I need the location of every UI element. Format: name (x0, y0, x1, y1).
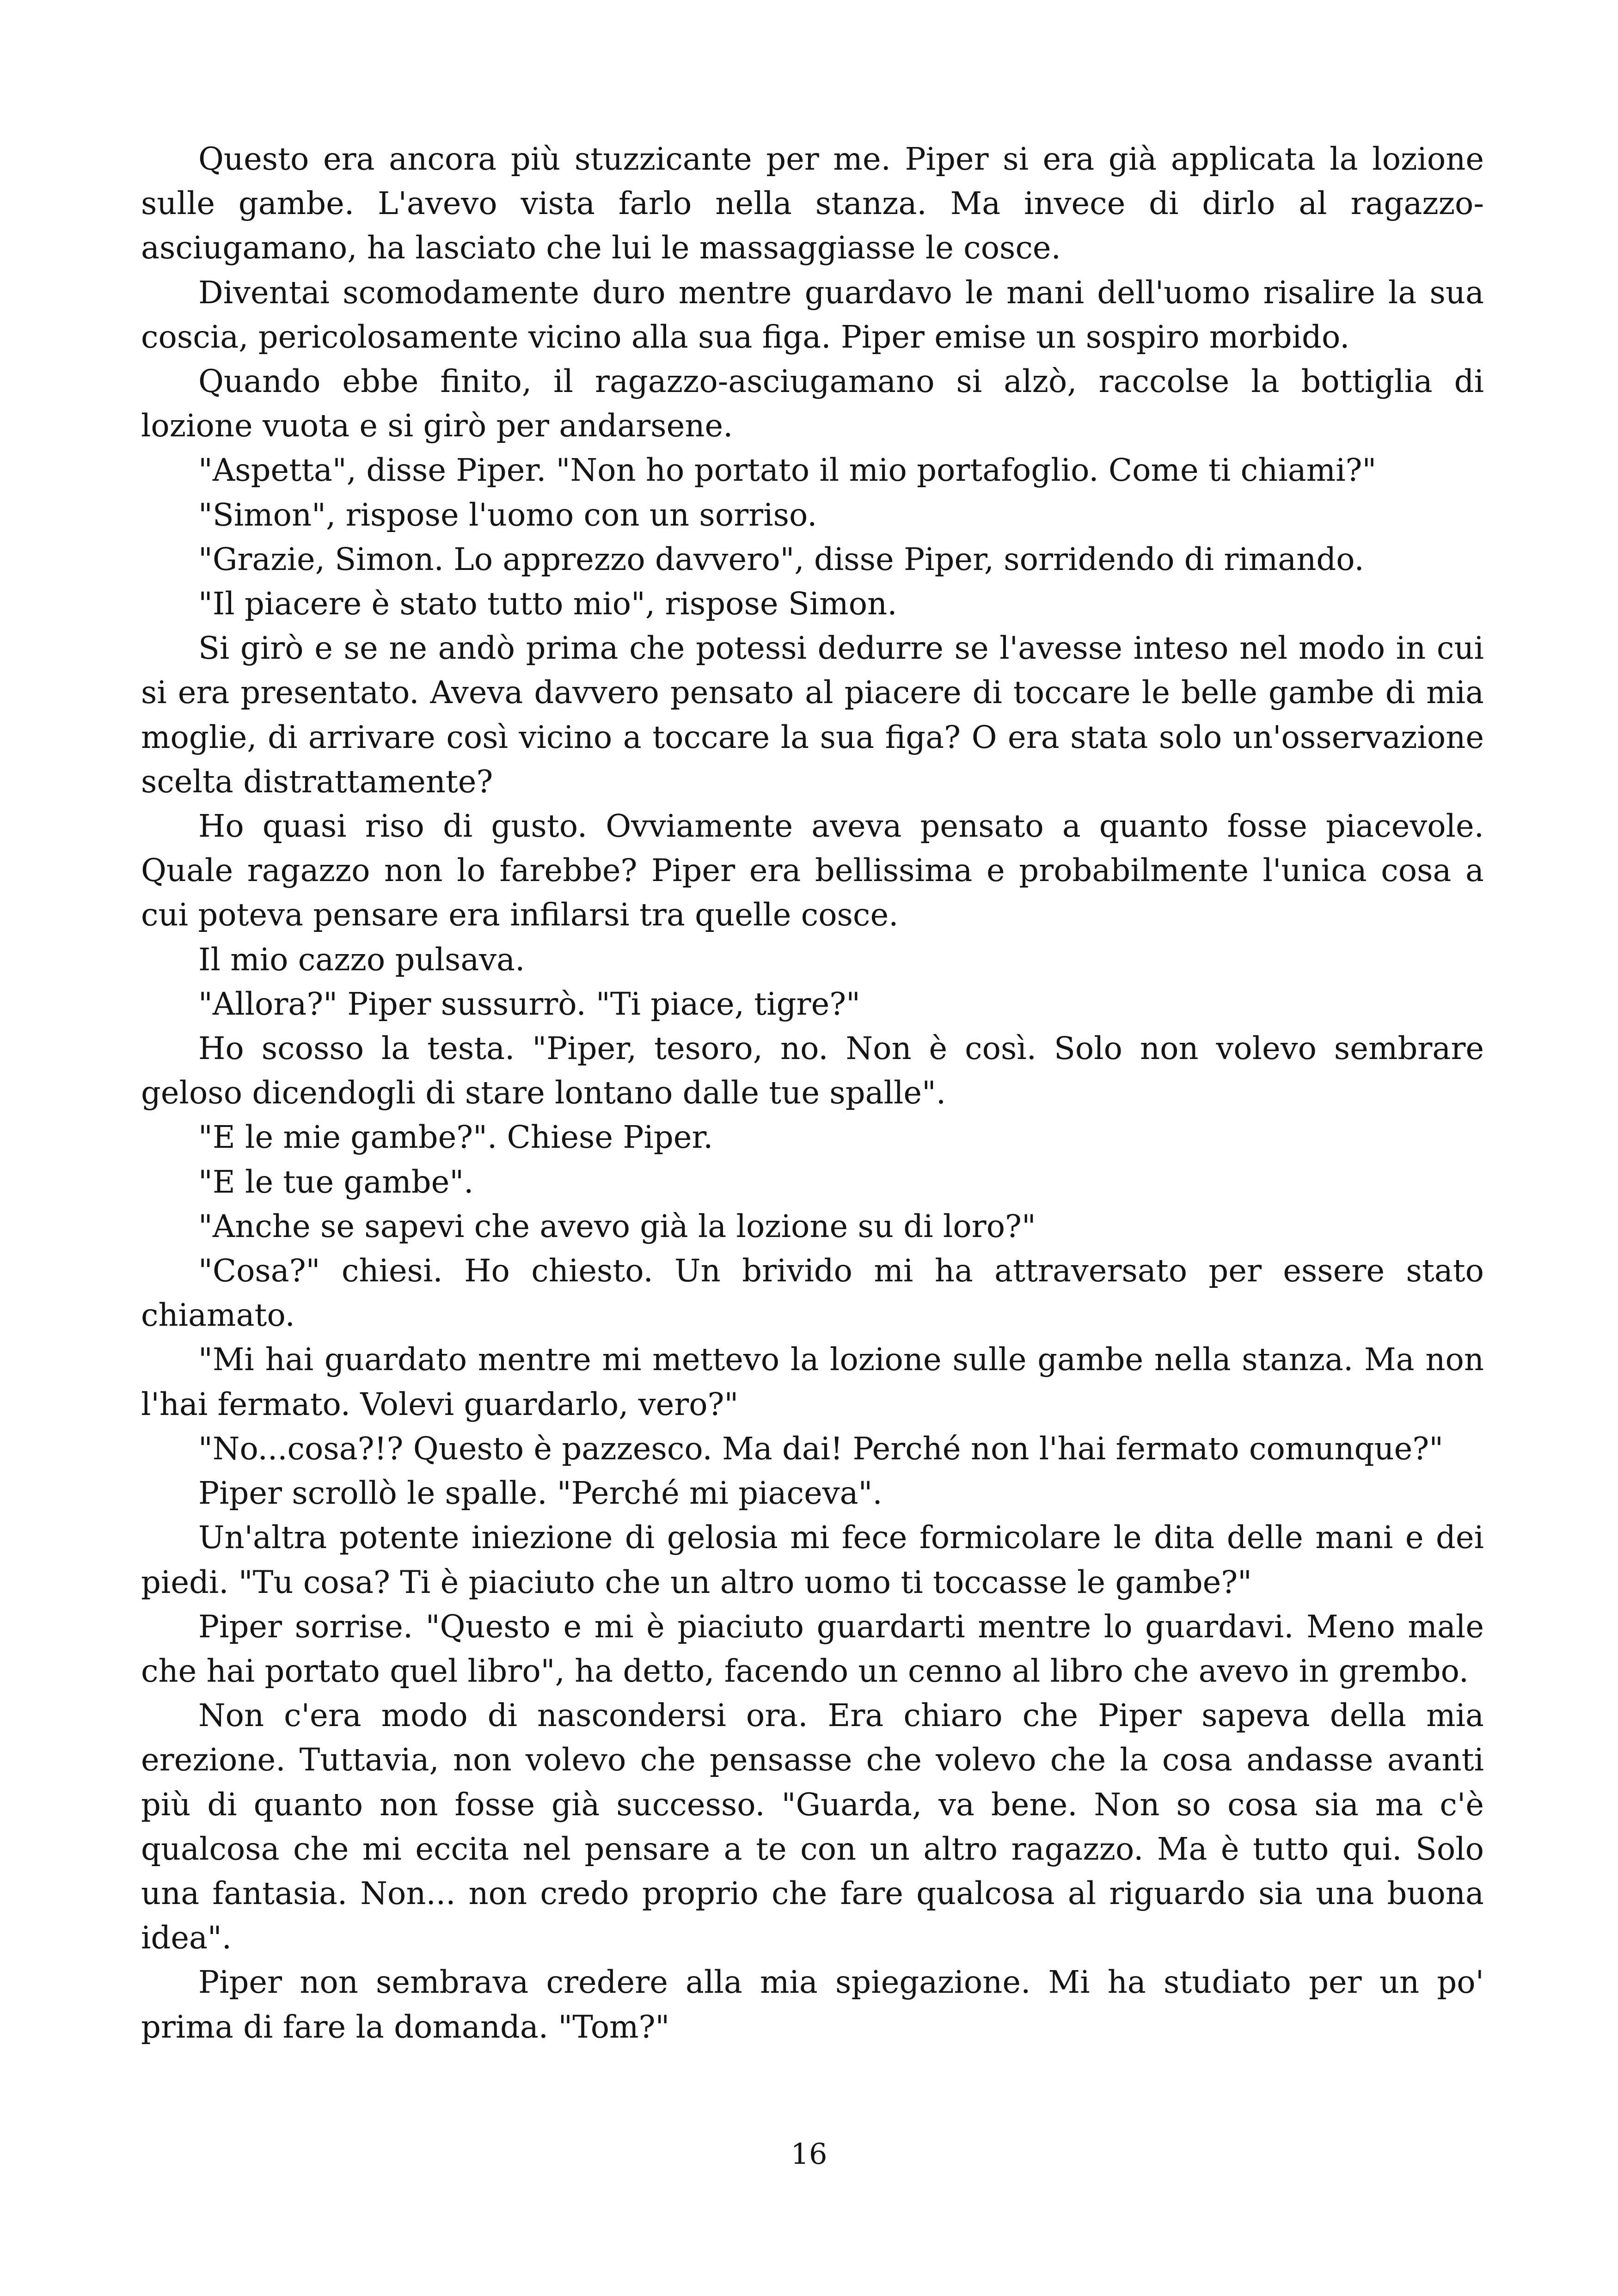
page-number: 16 (791, 2137, 827, 2171)
paragraph: "Simon", rispose l'uomo con un sorriso. (198, 496, 817, 533)
paragraph: Il mio cazzo pulsava. (198, 941, 525, 978)
paragraph: "Mi hai guardato mentre mi mettevo la lozione sulle gambe nella stanza. Ma non l'hai fermato. Volevi guardarlo, vero?" (141, 1341, 1484, 1422)
paragraph: "No...cosa?!? Questo è pazzesco. Ma dai! Perché non l'hai fermato comunque?" (198, 1430, 1444, 1467)
paragraph: Un'altra potente iniezione di gelosia mi fece formicolare le dita delle mani e dei piedi. "Tu cosa? Ti è piaciuto che un altro uomo ti toccasse le gambe?" (141, 1519, 1484, 1600)
paragraph: "E le tue gambe". (198, 1163, 474, 1200)
paragraph: Questo era ancora più stuzzicante per me. Piper si era già applicata la lozione sulle gambe. L'avevo vista farlo nella stanza. Ma invece di dirlo al ragazzo-asciugamano, ha lasciato che lui le massaggiasse le cosce. (141, 141, 1484, 266)
paragraph: "Aspetta", disse Piper. "Non ho portato il mio portafoglio. Come ti chiami?" (198, 452, 1377, 489)
body-text (141, 137, 1484, 2049)
paragraph: "E le mie gambe?". Chiese Piper. (198, 1119, 713, 1156)
paragraph: Piper scrollò le spalle. "Perché mi piaceva". (198, 1475, 883, 1512)
paragraph: "Allora?" Piper sussurrò. "Ti piace, tigre?" (198, 986, 860, 1022)
paragraph: "Anche se sapevi che avevo già la lozione su di loro?" (198, 1208, 1036, 1244)
paragraph: "Grazie, Simon. Lo apprezzo davvero", disse Piper, sorridendo di rimando. (198, 541, 1364, 577)
paragraph: Piper sorrise. "Questo e mi è piaciuto guardarti mentre lo guardavi. Meno male che hai portato quel libro", ha detto, facendo un cenno al libro che avevo in grembo. (141, 1608, 1484, 1689)
paragraph: Non c'era modo di nascondersi ora. Era chiaro che Piper sapeva della mia erezione. Tuttavia, non volevo che pensasse che volevo che la cosa andasse avanti più di quanto non fosse già successo. "Guarda, va bene. Non so cosa sia ma c'è qualcosa che mi eccita nel pensare a te con un altro ragazzo. Ma è tutto qui. Solo una fantasia. Non... non credo proprio che fare qualcosa al riguardo sia una buona idea". (141, 1697, 1484, 1956)
paragraph: Quando ebbe finito, il ragazzo-asciugamano si alzò, raccolse la bottiglia di lozione vuota e si girò per andarsene. (141, 363, 1484, 444)
paragraph: Diventai scomodamente duro mentre guardavo le mani dell'uomo risalire la sua coscia, pericolosamente vicino alla sua figa. Piper emise un sospiro morbido. (141, 274, 1484, 355)
paragraph: Piper non sembrava credere alla mia spiegazione. Mi ha studiato per un po' prima di fare la domanda. "Tom?" (141, 1964, 1484, 2045)
paragraph: "Il piacere è stato tutto mio", rispose Simon. (198, 586, 897, 622)
paragraph: "Cosa?" chiesi. Ho chiesto. Un brivido mi ha attraversato per essere stato chiamato. (141, 1253, 1484, 1334)
paragraph: Ho scosso la testa. "Piper, tesoro, no. Non è così. Solo non volevo sembrare geloso dicendogli di stare lontano dalle tue spalle". (141, 1030, 1484, 1111)
paragraph: Ho quasi riso di gusto. Ovviamente aveva pensato a quanto fosse piacevole. Quale ragazzo non lo farebbe? Piper era bellissima e probabilmente l'unica cosa a cui poteva pensare era infilarsi tra quelle cosce. (141, 808, 1484, 933)
paragraph: Si girò e se ne andò prima che potessi dedurre se l'avesse inteso nel modo in cui si era presentato. Aveva davvero pensato al piacere di toccare le belle gambe di mia moglie, di arrivare così vicino a toccare la sua figa? O era stata solo un'osservazione scelta distrattamente? (141, 630, 1484, 800)
